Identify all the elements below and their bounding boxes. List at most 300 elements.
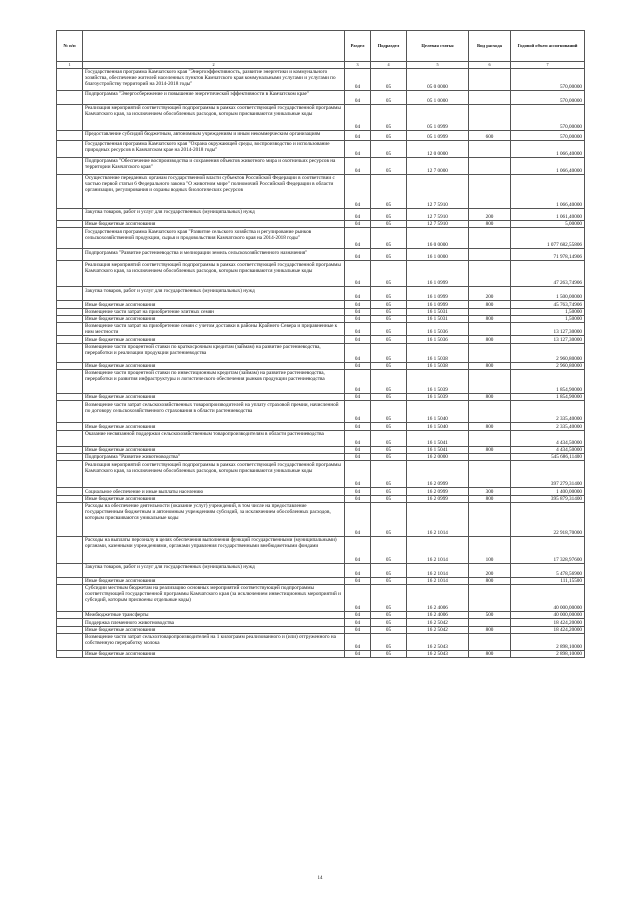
row-name-cell: Расходы на обеспечение деятельности (оказание услуг) учреждений, в том числе на предоставление государственным бюджетным и автономным учреждениям субсидий, за исключением обособленных расходов, которым присваиваются уникальные коды: [83, 502, 345, 536]
table-row: [57, 343, 585, 362]
row-section-cell: 04: [345, 536, 371, 563]
row-section-cell: 04: [345, 619, 371, 626]
row-subsection-cell: 05: [371, 105, 407, 131]
row-target-cell: 16 1 5040: [407, 423, 469, 430]
row-name-cell: Социальное обеспечение и иные выплаты населению: [83, 488, 345, 495]
row-amount-cell: 2 960,80000: [511, 343, 585, 362]
table-row: [57, 401, 585, 423]
col-header-subsection: Подраздел: [371, 31, 407, 62]
row-section-cell: 04: [345, 488, 371, 495]
row-expense-cell: 800: [469, 495, 511, 502]
row-subsection-cell: 05: [371, 619, 407, 626]
row-expense-cell: [469, 91, 511, 105]
row-section-cell: 04: [345, 158, 371, 175]
row-expense-cell: [469, 249, 511, 261]
row-subsection-cell: 05: [371, 362, 407, 369]
row-target-cell: 12 7 0000: [407, 158, 469, 175]
row-number-cell: [57, 323, 83, 336]
row-amount-cell: 1 854,90000: [511, 370, 585, 394]
row-target-cell: 16 1 5038: [407, 343, 469, 362]
row-amount-cell: 2 898,10000: [511, 651, 585, 658]
row-expense-cell: [469, 401, 511, 423]
row-amount-cell: 5 478,56900: [511, 563, 585, 577]
row-subsection-cell: 05: [371, 626, 407, 633]
row-name-cell: Закупка товаров, работ и услуг для государственных (муниципальных) нужд: [83, 209, 345, 221]
table-row: [57, 362, 585, 369]
table-row: [57, 315, 585, 322]
col-header-section: Раздел: [345, 31, 371, 62]
row-expense-cell: 800: [469, 626, 511, 633]
row-number-cell: [57, 394, 83, 401]
row-number-cell: [57, 209, 83, 221]
row-expense-cell: [469, 585, 511, 612]
row-expense-cell: 200: [469, 287, 511, 301]
row-amount-cell: 18 424,20000: [511, 619, 585, 626]
row-amount-cell: 1 500,00000: [511, 287, 585, 301]
row-target-cell: 16 1 0999: [407, 301, 469, 308]
row-section-cell: 04: [345, 634, 371, 651]
table-row: [57, 175, 585, 209]
table-row: [57, 495, 585, 502]
row-name-cell: Возмещение части затрат сельхозтоваропроизводителей на 1 килограмм реализованного и (или) отгруженного на собственную переработку молока: [83, 634, 345, 651]
row-target-cell: 16 2 1014: [407, 536, 469, 563]
row-name-cell: Государственная программа Камчатского края "Охрана окружающей среды, воспроизводство и использование природных ресурсов в Камчатском крае на 2014-2018 годы": [83, 141, 345, 158]
row-subsection-cell: 05: [371, 131, 407, 141]
row-number-cell: [57, 536, 83, 563]
row-target-cell: 05 1 0999: [407, 105, 469, 131]
row-amount-cell: 1 077 682,55806: [511, 228, 585, 249]
table-row: [57, 336, 585, 343]
row-number-cell: [57, 461, 83, 488]
row-number-cell: [57, 287, 83, 301]
row-amount-cell: 111,15500: [511, 577, 585, 584]
row-amount-cell: 570,00000: [511, 69, 585, 91]
row-number-cell: [57, 651, 83, 658]
row-section-cell: 04: [345, 287, 371, 301]
row-expense-cell: 800: [469, 651, 511, 658]
row-name-cell: Иные бюджетные ассигнования: [83, 315, 345, 322]
row-section-cell: 04: [345, 394, 371, 401]
table-row: [57, 446, 585, 453]
table-row: [57, 105, 585, 131]
row-expense-cell: 800: [469, 362, 511, 369]
row-subsection-cell: 05: [371, 69, 407, 91]
row-subsection-cell: 05: [371, 175, 407, 209]
row-number-cell: [57, 370, 83, 394]
col-index: 1: [57, 62, 83, 69]
table-row: [57, 488, 585, 495]
row-number-cell: [57, 221, 83, 228]
row-name-cell: Закупка товаров, работ и услуг для государственных (муниципальных) нужд: [83, 287, 345, 301]
row-target-cell: 16 2 0999: [407, 461, 469, 488]
row-expense-cell: [469, 619, 511, 626]
row-section-cell: 04: [345, 105, 371, 131]
row-amount-cell: 545 686,11400: [511, 453, 585, 460]
row-target-cell: 16 2 4006: [407, 612, 469, 619]
row-number-cell: [57, 308, 83, 315]
row-target-cell: 16 1 5036: [407, 323, 469, 336]
row-section-cell: 04: [345, 315, 371, 322]
row-subsection-cell: 05: [371, 315, 407, 322]
row-target-cell: 16 2 5042: [407, 626, 469, 633]
col-index: 7: [511, 62, 585, 69]
row-name-cell: Подпрограмма "Энергосбережение и повышение энергетической эффективности в Камчатском крае": [83, 91, 345, 105]
table-row: [57, 209, 585, 221]
row-expense-cell: [469, 502, 511, 536]
row-section-cell: 04: [345, 141, 371, 158]
row-amount-cell: 4 434,50000: [511, 446, 585, 453]
header-row: [57, 31, 585, 62]
row-number-cell: [57, 158, 83, 175]
row-name-cell: Возмещение части затрат сельскохозяйственных товаропроизводителей на уплату страховой премии, начисленной по договору сельскохозяйственного страхования в области растениеводства: [83, 401, 345, 423]
budget-table: [56, 30, 585, 658]
row-amount-cell: 13 127,30000: [511, 323, 585, 336]
row-section-cell: 04: [345, 228, 371, 249]
row-name-cell: Реализация мероприятий соответствующей подпрограммы в рамках соответствующей государственной программы Камчатского края, за исключением обособленных расходов, которым присваиваются уникальные коды: [83, 105, 345, 131]
table-row: [57, 261, 585, 287]
row-amount-cell: 5,00000: [511, 221, 585, 228]
col-index: 5: [407, 62, 469, 69]
row-amount-cell: 18 424,20000: [511, 626, 585, 633]
row-number-cell: [57, 315, 83, 322]
row-expense-cell: [469, 343, 511, 362]
table-row: [57, 577, 585, 584]
row-subsection-cell: 05: [371, 585, 407, 612]
row-subsection-cell: 05: [371, 453, 407, 460]
row-target-cell: 16 1 5041: [407, 430, 469, 446]
row-amount-cell: 40 000,00000: [511, 585, 585, 612]
row-amount-cell: 1 061,40000: [511, 209, 585, 221]
row-name-cell: Возмещение части затрат на приобретение элитных семян: [83, 308, 345, 315]
row-number-cell: [57, 261, 83, 287]
row-section-cell: 04: [345, 423, 371, 430]
row-name-cell: Иные бюджетные ассигнования: [83, 577, 345, 584]
row-section-cell: 04: [345, 495, 371, 502]
row-number-cell: [57, 175, 83, 209]
table-row: [57, 221, 585, 228]
row-amount-cell: 4 434,50000: [511, 430, 585, 446]
row-section-cell: 04: [345, 91, 371, 105]
row-subsection-cell: 05: [371, 446, 407, 453]
row-name-cell: Иные бюджетные ассигнования: [83, 446, 345, 453]
row-target-cell: 16 2 0999: [407, 495, 469, 502]
row-number-cell: [57, 131, 83, 141]
row-number-cell: [57, 585, 83, 612]
row-section-cell: 04: [345, 301, 371, 308]
row-number-cell: [57, 401, 83, 423]
row-expense-cell: [469, 308, 511, 315]
row-number-cell: [57, 105, 83, 131]
table-row: [57, 423, 585, 430]
row-name-cell: Расходы на выплаты персоналу в целях обеспечения выполнения функций государственными (муниципальными) органами, казенными учреждениями, органами управления государственными внебюджетными фондами: [83, 536, 345, 563]
row-number-cell: [57, 228, 83, 249]
table-row: [57, 612, 585, 619]
row-amount-cell: 570,00000: [511, 131, 585, 141]
row-number-cell: [57, 343, 83, 362]
row-name-cell: Возмещение части процентной ставки по инвестиционным кредитам (займам) на развитие растениеводства, переработки и развития инфраструктуры и логистического обеспечения рынков продукции растениеводства: [83, 370, 345, 394]
row-subsection-cell: 05: [371, 536, 407, 563]
row-expense-cell: [469, 158, 511, 175]
row-target-cell: 16 0 0000: [407, 228, 469, 249]
row-expense-cell: 500: [469, 612, 511, 619]
column-index-row: [57, 62, 585, 69]
row-amount-cell: 2 335,40000: [511, 401, 585, 423]
row-name-cell: Иные бюджетные ассигнования: [83, 336, 345, 343]
row-subsection-cell: 05: [371, 488, 407, 495]
row-number-cell: [57, 634, 83, 651]
row-subsection-cell: 05: [371, 612, 407, 619]
row-number-cell: [57, 430, 83, 446]
row-amount-cell: 1,50000: [511, 315, 585, 322]
row-target-cell: 16 1 5031: [407, 315, 469, 322]
row-name-cell: Возмещение части затрат на приобретение семян с учетом доставки в районы Крайнего Севера и приравненные к ним местности: [83, 323, 345, 336]
row-name-cell: Государственная программа Камчатского края "Энергоэффективность, развитие энергетики и коммунального хозяйства, обеспечение жителей населенных пунктов Камчатского края коммунальными услугами и услугами по благоустройству территорий на 2014-2018 годы": [83, 69, 345, 91]
row-expense-cell: [469, 261, 511, 287]
row-subsection-cell: 05: [371, 430, 407, 446]
table-row: [57, 287, 585, 301]
row-name-cell: Иные бюджетные ассигнования: [83, 362, 345, 369]
row-expense-cell: 800: [469, 336, 511, 343]
row-expense-cell: [469, 453, 511, 460]
col-index: 3: [345, 62, 371, 69]
row-expense-cell: [469, 141, 511, 158]
row-subsection-cell: 05: [371, 563, 407, 577]
table-row: [57, 453, 585, 460]
row-number-cell: [57, 563, 83, 577]
row-amount-cell: 1,50000: [511, 308, 585, 315]
row-target-cell: 16 2 1014: [407, 502, 469, 536]
row-amount-cell: 45 763,74906: [511, 301, 585, 308]
row-number-cell: [57, 495, 83, 502]
row-subsection-cell: 05: [371, 370, 407, 394]
row-target-cell: 16 1 0999: [407, 287, 469, 301]
row-target-cell: 12 7 5910: [407, 209, 469, 221]
row-target-cell: 16 2 5043: [407, 651, 469, 658]
row-expense-cell: [469, 175, 511, 209]
row-subsection-cell: 05: [371, 261, 407, 287]
table-row: [57, 323, 585, 336]
col-header-num: № п/п: [57, 31, 83, 62]
row-name-cell: Иные бюджетные ассигнования: [83, 626, 345, 633]
col-index: 4: [371, 62, 407, 69]
table-row: [57, 536, 585, 563]
row-target-cell: 12 7 5910: [407, 221, 469, 228]
row-section-cell: 04: [345, 651, 371, 658]
row-name-cell: Возмещение части процентной ставки по краткосрочным кредитам (займам) на развитие растениеводства, переработки и реализации продукции растениеводства: [83, 343, 345, 362]
row-subsection-cell: 05: [371, 461, 407, 488]
col-header-expense: Вид расхода: [469, 31, 511, 62]
col-header-target: Целевая статья: [407, 31, 469, 62]
row-target-cell: 05 0 0000: [407, 69, 469, 91]
table-row: [57, 634, 585, 651]
row-name-cell: Иные бюджетные ассигнования: [83, 221, 345, 228]
row-name-cell: Государственная программа Камчатского края "Развитие сельского хозяйства и регулирование рынков сельскохозяйственной продукции, сырья и продовольствия Камчатского края на 2014-2018 годы": [83, 228, 345, 249]
row-amount-cell: 13 127,30000: [511, 336, 585, 343]
row-number-cell: [57, 619, 83, 626]
row-amount-cell: 1 066,40000: [511, 158, 585, 175]
row-section-cell: 04: [345, 626, 371, 633]
row-number-cell: [57, 626, 83, 633]
row-number-cell: [57, 362, 83, 369]
row-target-cell: 16 2 5043: [407, 634, 469, 651]
table-row: [57, 461, 585, 488]
row-name-cell: Закупка товаров, работ и услуг для государственных (муниципальных) нужд: [83, 563, 345, 577]
row-subsection-cell: 05: [371, 158, 407, 175]
table-row: [57, 301, 585, 308]
table-row: [57, 249, 585, 261]
row-expense-cell: 800: [469, 315, 511, 322]
row-expense-cell: 800: [469, 394, 511, 401]
row-subsection-cell: 05: [371, 308, 407, 315]
row-target-cell: 16 2 0000: [407, 453, 469, 460]
row-expense-cell: [469, 323, 511, 336]
row-target-cell: 16 2 4006: [407, 585, 469, 612]
row-name-cell: Иные бюджетные ассигнования: [83, 495, 345, 502]
row-section-cell: 04: [345, 131, 371, 141]
row-amount-cell: 71 978,14906: [511, 249, 585, 261]
row-target-cell: 16 2 5042: [407, 619, 469, 626]
row-section-cell: 04: [345, 209, 371, 221]
row-subsection-cell: 05: [371, 209, 407, 221]
row-name-cell: Подпрограмма "Развитие животноводства": [83, 453, 345, 460]
row-section-cell: 04: [345, 370, 371, 394]
row-amount-cell: 2 335,40000: [511, 423, 585, 430]
row-expense-cell: 800: [469, 446, 511, 453]
row-section-cell: 04: [345, 612, 371, 619]
row-target-cell: 16 1 0999: [407, 261, 469, 287]
table-row: [57, 158, 585, 175]
row-expense-cell: 800: [469, 221, 511, 228]
table-row: [57, 430, 585, 446]
row-name-cell: Реализация мероприятий соответствующей подпрограммы в рамках соответствующей государственной программы Камчатского края, за исключением обособленных расходов, которым присваиваются уникальные коды: [83, 461, 345, 488]
row-subsection-cell: 05: [371, 401, 407, 423]
row-target-cell: 16 1 5040: [407, 401, 469, 423]
row-amount-cell: 395 879,31400: [511, 495, 585, 502]
row-expense-cell: 300: [469, 488, 511, 495]
row-subsection-cell: 05: [371, 287, 407, 301]
row-name-cell: Поддержка племенного животноводства: [83, 619, 345, 626]
col-index: 6: [469, 62, 511, 69]
row-name-cell: Иные бюджетные ассигнования: [83, 301, 345, 308]
row-target-cell: 05 1 0000: [407, 91, 469, 105]
col-header-amount: Годовой объем ассигнований: [511, 31, 585, 62]
row-target-cell: 12 7 5910: [407, 175, 469, 209]
row-expense-cell: 800: [469, 577, 511, 584]
row-subsection-cell: 05: [371, 651, 407, 658]
row-number-cell: [57, 69, 83, 91]
row-expense-cell: 200: [469, 209, 511, 221]
page-number: 14: [317, 876, 323, 881]
row-number-cell: [57, 91, 83, 105]
table-row: [57, 651, 585, 658]
row-section-cell: 04: [345, 461, 371, 488]
row-number-cell: [57, 502, 83, 536]
row-subsection-cell: 05: [371, 577, 407, 584]
table-row: [57, 585, 585, 612]
table-body: [57, 69, 585, 658]
table-row: [57, 308, 585, 315]
row-subsection-cell: 05: [371, 301, 407, 308]
row-target-cell: 16 1 5031: [407, 308, 469, 315]
row-expense-cell: [469, 69, 511, 91]
row-subsection-cell: 05: [371, 228, 407, 249]
row-number-cell: [57, 446, 83, 453]
row-number-cell: [57, 141, 83, 158]
budget-table-sheet: [56, 30, 584, 658]
row-target-cell: 16 2 1014: [407, 577, 469, 584]
row-amount-cell: 397 279,31400: [511, 461, 585, 488]
row-target-cell: 16 1 0000: [407, 249, 469, 261]
row-section-cell: 04: [345, 308, 371, 315]
row-amount-cell: 22 918,70000: [511, 502, 585, 536]
row-section-cell: 04: [345, 221, 371, 228]
row-expense-cell: [469, 461, 511, 488]
row-section-cell: 04: [345, 323, 371, 336]
table-row: [57, 502, 585, 536]
table-row: [57, 228, 585, 249]
row-subsection-cell: 05: [371, 141, 407, 158]
row-subsection-cell: 05: [371, 394, 407, 401]
row-name-cell: Иные бюджетные ассигнования: [83, 423, 345, 430]
row-subsection-cell: 05: [371, 423, 407, 430]
row-target-cell: 16 1 5038: [407, 362, 469, 369]
row-expense-cell: [469, 430, 511, 446]
row-amount-cell: 1 066,40000: [511, 175, 585, 209]
row-section-cell: 04: [345, 446, 371, 453]
row-amount-cell: 570,00000: [511, 105, 585, 131]
row-section-cell: 04: [345, 453, 371, 460]
col-index: 2: [83, 62, 345, 69]
table-row: [57, 619, 585, 626]
row-name-cell: Осуществление переданных органам государственной власти субъектов Российской Федерации в соответствии с частью первой статьи 6 Федерального закона "О животном мире" полномочий Российской Федерации в области организации, регулирования и охраны водных биологических ресурсов: [83, 175, 345, 209]
row-section-cell: 04: [345, 585, 371, 612]
row-number-cell: [57, 336, 83, 343]
row-number-cell: [57, 612, 83, 619]
row-number-cell: [57, 453, 83, 460]
row-amount-cell: 570,00000: [511, 91, 585, 105]
row-number-cell: [57, 301, 83, 308]
row-target-cell: 16 2 0999: [407, 488, 469, 495]
row-name-cell: Иные бюджетные ассигнования: [83, 651, 345, 658]
row-expense-cell: 800: [469, 423, 511, 430]
row-expense-cell: 200: [469, 563, 511, 577]
row-section-cell: 04: [345, 336, 371, 343]
table-row: [57, 394, 585, 401]
row-subsection-cell: 05: [371, 323, 407, 336]
row-section-cell: 04: [345, 261, 371, 287]
row-section-cell: 04: [345, 362, 371, 369]
row-amount-cell: 2 960,80000: [511, 362, 585, 369]
row-target-cell: 05 1 0999: [407, 131, 469, 141]
row-subsection-cell: 05: [371, 249, 407, 261]
row-target-cell: 16 1 5039: [407, 370, 469, 394]
row-number-cell: [57, 249, 83, 261]
row-amount-cell: 2 898,10000: [511, 634, 585, 651]
row-name-cell: Оказание несвязанной поддержки сельскохозяйственным товаропроизводителям в области растениеводства: [83, 430, 345, 446]
row-section-cell: 04: [345, 175, 371, 209]
row-target-cell: 16 1 5036: [407, 336, 469, 343]
row-name-cell: Иные бюджетные ассигнования: [83, 394, 345, 401]
row-subsection-cell: 05: [371, 634, 407, 651]
row-name-cell: Подпрограмма "Обеспечение воспроизводства и сохранения объектов животного мира и охотничьих ресурсов на территории Камчатского края": [83, 158, 345, 175]
table-row: [57, 626, 585, 633]
row-subsection-cell: 05: [371, 221, 407, 228]
row-expense-cell: 600: [469, 131, 511, 141]
row-section-cell: 04: [345, 249, 371, 261]
row-amount-cell: 47 263,74906: [511, 261, 585, 287]
row-amount-cell: 1 400,00000: [511, 488, 585, 495]
row-number-cell: [57, 423, 83, 430]
